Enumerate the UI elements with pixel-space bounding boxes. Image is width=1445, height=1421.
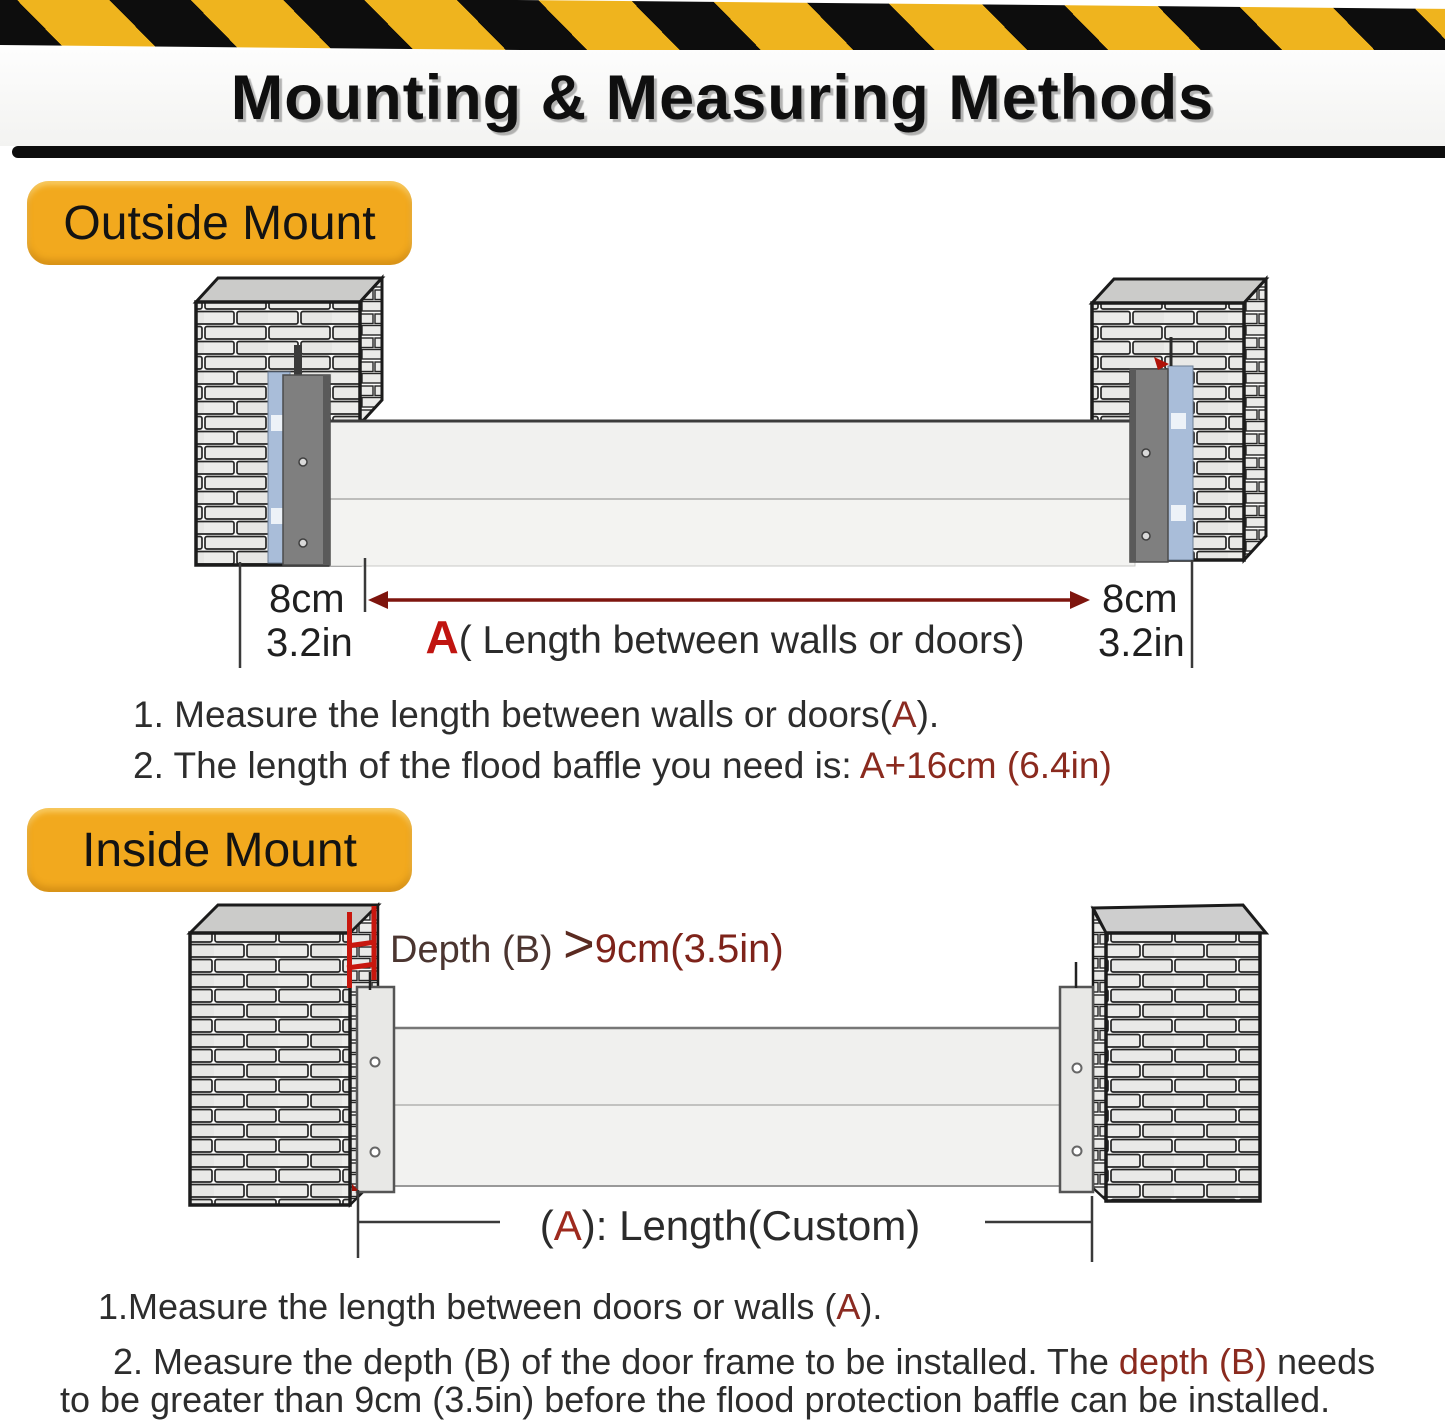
length-arrow: [368, 591, 1090, 609]
inside-left-pillar-front: [190, 933, 350, 1205]
title-band: [0, 50, 1445, 146]
barrier-panel-top: [330, 421, 1135, 499]
right-channel-hole-2: [1142, 532, 1150, 540]
right-channel-edge: [1130, 369, 1136, 562]
outside-mount-badge-label: Outside Mount: [63, 196, 376, 250]
inside-step-2-line2-text: to be greater than 9cm (3.5in) before the flood protection baffle can be installed.: [60, 1379, 1331, 1420]
inside-flood-barrier: [394, 1028, 1060, 1186]
inside-step-2-needs: needs: [1267, 1341, 1376, 1382]
header-divider-bar: [12, 146, 1445, 158]
inside-step-2-depthB: depth (B): [1118, 1341, 1267, 1382]
inside-right-channel: [1060, 962, 1093, 1192]
depth-label: [390, 914, 784, 974]
length-arrowhead-right-icon: [1070, 591, 1090, 609]
left-channel-hole-1: [299, 458, 307, 466]
outside-dimensions: [240, 558, 1192, 668]
dim-right-cm: 8cm: [1102, 577, 1178, 621]
depth-label-part1: Depth (B): [390, 929, 564, 971]
left-channel-edge: [323, 375, 330, 565]
outside-mount-badge: [27, 181, 412, 265]
outside-step-1-text: 1. Measure the length between walls or doors(: [133, 694, 892, 735]
dim-left-cm: 8cm: [269, 577, 345, 621]
dim-right-in: 3.2in: [1098, 621, 1185, 665]
depth-label-part2: 9cm(3.5in): [594, 927, 784, 971]
inside-left-channel-body: [357, 987, 394, 1192]
inside-right-channel-body: [1060, 987, 1093, 1192]
inside-right-channel-hole-1: [1073, 1064, 1082, 1073]
right-pillar-side-face: [1244, 279, 1266, 560]
right-mounting-channel: [1130, 337, 1193, 562]
inside-length-post: ): Length(Custom): [581, 1202, 921, 1249]
inside-right-pillar-reveal: [1093, 910, 1106, 1200]
left-pillar-cap: [196, 278, 382, 302]
outside-step-1: [133, 694, 939, 736]
inside-step-2-text: 2. Measure the depth (B) of the door frame to be installed. The: [113, 1341, 1119, 1382]
inside-right-channel-hole-2: [1073, 1147, 1082, 1156]
left-mounting-channel: [268, 372, 330, 565]
inside-step-1-A: A: [836, 1286, 861, 1327]
outside-step-2: [133, 745, 1112, 787]
right-seal-strip: [1168, 366, 1193, 560]
inside-dimensions: [358, 1190, 1092, 1262]
page-title: Mounting & Measuring Methods: [230, 63, 1215, 133]
inside-step-2-line2: [60, 1379, 1330, 1421]
length-arrowhead-left-icon: [368, 591, 388, 609]
inside-right-pillar-cap: [1093, 905, 1266, 933]
inside-step-1-end: ).: [860, 1286, 883, 1327]
right-channel-hole-1: [1142, 449, 1150, 457]
dim-left-in: 3.2in: [266, 621, 353, 665]
inside-left-channel: [352, 972, 394, 1192]
inside-step-1-text: 1.Measure the length between doors or walls (: [98, 1286, 837, 1327]
outside-step-2-formula: A+16cm (6.4in): [859, 745, 1112, 786]
inside-barrier-bottom: [394, 1105, 1060, 1186]
left-channel-body: [283, 375, 330, 565]
depth-label-gt: >: [563, 914, 595, 974]
inside-right-pillar: [1093, 905, 1266, 1201]
length-arrow-label: [425, 611, 1024, 663]
inside-length-label: [540, 1202, 920, 1249]
inside-step-2-line1: [113, 1341, 1375, 1383]
left-anchor-slot: [294, 345, 302, 377]
outside-step-1-end: ).: [916, 694, 940, 735]
inside-right-pillar-front: [1106, 933, 1260, 1201]
right-pillar-cap: [1092, 279, 1266, 303]
inside-mount-diagram: [150, 898, 1360, 1278]
inside-left-channel-hole-1: [371, 1058, 380, 1067]
inside-mount-badge-label: Inside Mount: [82, 823, 357, 877]
inside-barrier-top: [394, 1028, 1060, 1105]
left-channel-hole-2: [299, 539, 307, 547]
inside-mount-badge: [27, 808, 412, 892]
length-label-A: A: [425, 611, 459, 663]
right-seal-mark-1: [1171, 413, 1186, 429]
outside-mount-diagram: [140, 265, 1305, 670]
inside-step-1: [98, 1286, 882, 1328]
inside-left-channel-hole-2: [371, 1148, 380, 1157]
inside-length-A: A: [553, 1202, 582, 1249]
length-label-rest: ( Length between walls or doors): [458, 619, 1025, 662]
outside-step-2-text: 2. The length of the flood baffle you need is:: [133, 745, 860, 786]
flood-barrier-panels: [330, 421, 1135, 566]
outside-step-1-A: A: [891, 694, 917, 735]
inside-length-pre: (: [539, 1202, 554, 1249]
right-seal-mark-2: [1171, 505, 1186, 521]
left-pillar-side-face: [360, 278, 382, 424]
barrier-panel-bottom: [330, 499, 1135, 566]
